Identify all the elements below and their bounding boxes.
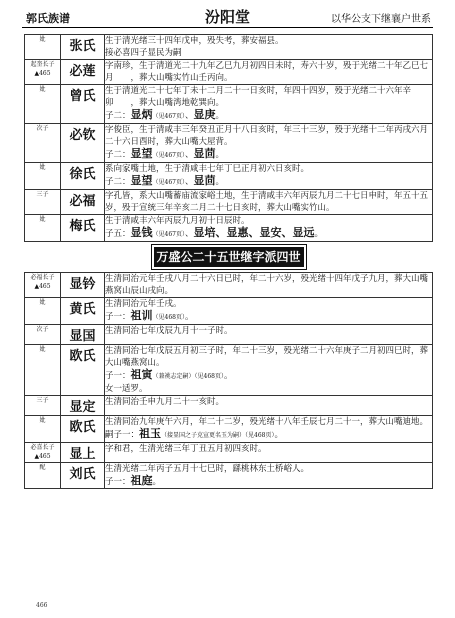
person-name: 显定 [61,396,105,416]
bio-line [105,428,432,442]
bio-line [105,35,432,47]
child-name: 显炳 [130,108,153,121]
person-name: 必福 [61,190,105,215]
person-name: 显钤 [61,273,105,298]
bio-text: 生清同治九年庚午六月，年二十二岁，殁光绪十八年壬辰七月二十一，葬大山嘴迪地。 [105,417,429,427]
table-row [25,85,433,124]
relation-label: 三子 [36,191,49,198]
relation-label: 次子 [36,326,49,333]
bio-line [105,109,432,123]
relation-label: 起奎长子 [30,61,55,68]
relation-cell [25,215,61,242]
relation-cell [25,325,61,345]
bio-text: 生于清咸丰六年丙辰九月初十日辰时。 [105,216,250,226]
child-name: 显茴 [193,147,216,160]
biography-cell [105,345,433,396]
biography-cell [105,190,433,215]
bio-text: 子二： [105,111,131,121]
bio-text: 字南珍，生于清道光二十九年乙巳九月初四日未时，寿六十岁，殁于光绪二十年乙巳七月 ，葬大山嘴实竹山壬丙向。 [105,61,429,83]
table-row [25,163,433,190]
biography-cell [105,85,433,124]
page-ref: （见468页） [152,314,185,321]
relation-label: 妣 [39,216,46,223]
table-row [25,124,433,163]
generation-banner: 万盛公二十五世继字派四世 [152,245,306,269]
relation-cell [25,85,61,124]
person-name: 刘氏 [61,463,105,489]
relation-label: 次子 [36,125,49,132]
page-number: 466 [36,602,48,609]
bio-text: 接必喜四子显民为嗣 [105,48,182,58]
relation-cell [25,396,61,416]
relation-label: 必福长子 [30,274,55,281]
bio-line [105,463,432,475]
bio-line [105,310,432,324]
biography-cell [105,273,433,298]
line-end: 。 [152,477,162,487]
bio-text: 生清同治元年壬戌八月二十六日已时，年二十六岁，殁光绪十四年戊子九月，葬大山嘴燕窝山辰山戌向。 [105,274,429,296]
table-row [25,443,433,463]
biography-cell [105,443,433,463]
table-row [25,273,433,298]
table-row [25,396,433,416]
table-row [25,325,433,345]
bio-text: 生清同治七年戊辰九月十一子时。 [105,326,233,336]
branch-title: 以华公支下继襄户世系 [331,14,431,25]
bio-text: 系向家嘴土地，生于清咸丰七年丁巳正月初六日亥时。 [105,164,310,174]
relation-cell [25,124,61,163]
page-ref: （见467页） [152,152,185,159]
genealogy-table [24,34,433,489]
page-ref: （见467页） [152,231,185,238]
bio-line [105,227,432,241]
bio-text: 字和君，生清光绪三年丁丑五月初四亥时。 [105,444,267,454]
person-name: 欧氏 [61,416,105,443]
biography-cell [105,60,433,85]
bio-text: 子一： [105,312,131,322]
bio-line [105,475,432,488]
person-name: 梅氏 [61,215,105,242]
bio-line [105,273,432,297]
person-name: 必莲 [61,60,105,85]
relation-label: 三子 [36,397,49,404]
relation-cell [25,416,61,443]
biography-cell [105,35,433,60]
line-end: 。 [215,150,224,160]
relation-label: 妣 [39,36,46,43]
person-name: 徐氏 [61,163,105,190]
table-row [25,35,433,60]
person-name: 欧氏 [61,345,105,396]
person-name: 必钦 [61,124,105,163]
book-title: 郭氏族谱 [26,12,70,25]
relation-ref: ▲465 [34,283,51,290]
relation-cell [25,190,61,215]
bio-line [105,190,432,214]
child-name: 祖寅 [130,368,153,381]
person-name: 曾氏 [61,85,105,124]
bio-text: 生于清光绪三十四年戊申，殁失考，葬安福县。 [105,36,284,46]
child-name: 祖训 [130,309,153,322]
bio-text: 生清同治七年戊辰五月初三子时，年二十三岁，殁光绪二十六年庚子二月初四巳时，葬大山嘴燕窝山。 [105,346,429,368]
bio-line [105,396,432,408]
table-row [25,298,433,325]
bio-line [105,85,432,109]
biography-cell [105,416,433,443]
bio-text: 女一适罗。 [105,384,148,394]
relation-cell [25,163,61,190]
child-name: 显钱 [130,226,153,239]
biography-cell [105,124,433,163]
page-ref: （见467页） [152,179,185,186]
bio-line [105,60,432,84]
bio-line [105,345,432,369]
bio-text: 子一： [105,371,131,381]
line-end: 。 [223,371,233,381]
bio-line [105,47,432,59]
table-row [25,190,433,215]
relation-cell [25,443,61,463]
table-row [25,345,433,396]
child-name: 显望 [130,147,153,160]
bio-text: 生于清道光二十七年丁未十二月二十一日亥时，年四十四岁，殁于光绪二十六年辛卯 ，葬大山嘴湾地乾巽向。 [105,86,412,108]
child-name: 显庚 [193,108,216,121]
bio-text: 子二： [105,150,131,160]
page-ref: （兼祧志定嗣）（见468页） [152,373,224,380]
page-ref: （见467页） [152,113,185,120]
bio-text: 子五： [105,229,131,239]
person-name: 显国 [61,325,105,345]
separator: 、 [184,111,194,121]
relation-label: 妣 [39,164,46,171]
child-name: 祖庭 [130,474,153,487]
bio-line [105,298,432,310]
bio-line [105,443,432,455]
bio-text: 子一： [105,477,131,487]
relation-label: 配 [39,464,46,471]
header-rule [22,27,433,28]
bio-text: 子二： [105,177,131,187]
line-end: 。 [184,312,194,322]
relation-ref: ▲465 [34,70,51,77]
separator: 、 [184,229,194,239]
bio-text: 字孔皆，系大山嘴蓄庙流家峪土地，生于清咸丰六年丙辰九月二十七日申时，年五十五岁，殁于宣统三年辛亥二月二十七日亥时，葬大山嘴实竹山。 [105,191,429,213]
child-name: 显望 [130,174,153,187]
bio-line [105,124,432,148]
relation-cell [25,298,61,325]
table-row [25,60,433,85]
child-name: 祖玉 [139,427,162,440]
bio-line [105,163,432,175]
child-name: 显茴 [193,174,216,187]
bio-line [105,175,432,189]
line-end: 。 [215,111,224,121]
bio-line [105,148,432,162]
bio-text: 字俊臣，生于清咸丰三年癸丑正月十八日亥时，年三十三岁，殁于光绪十二年丙戌六月二十六日酉时，葬大山嘴大屋背。 [105,125,429,147]
bio-text: 生清同治元年壬戌。 [105,299,182,309]
relation-cell [25,35,61,60]
relation-label: 妣 [39,346,46,353]
relation-label: 妣 [39,299,46,306]
separator: 、 [184,177,194,187]
biography-cell [105,215,433,242]
biography-cell [105,463,433,489]
bio-line [105,369,432,383]
relation-label: 必喜长子 [30,444,55,451]
relation-label: 妣 [39,417,46,424]
bio-text: 生清同治壬申九月二十一亥时。 [105,397,225,407]
person-name: 显上 [61,443,105,463]
biography-cell [105,325,433,345]
line-end: 。 [314,229,323,239]
table-row [25,215,433,242]
separator: 、 [184,150,194,160]
hall-name: 汾阳堂 [204,8,250,26]
biography-cell [105,396,433,416]
relation-label: 妣 [39,86,46,93]
biography-cell [105,298,433,325]
table-row [25,463,433,489]
relation-cell [25,273,61,298]
relation-cell [25,463,61,489]
relation-cell [25,60,61,85]
person-name: 张氏 [61,35,105,60]
table-row [25,416,433,443]
page-header [22,6,433,26]
relation-cell [25,345,61,396]
bio-text: 嗣子一： [105,430,140,440]
person-name: 黄氏 [61,298,105,325]
line-end: 。 [215,177,224,187]
page-ref: （接显国之子克宣更名玉为嗣）（见468页） [161,432,275,439]
line-end: 。 [274,430,283,440]
bio-text: 生清光绪二年丙子五月十七巳时，繇桃林东土桥峪人。 [105,464,310,474]
bio-line [105,383,432,395]
relation-ref: ▲465 [34,453,51,460]
child-name: 显培、显惠、显安、显远 [193,226,315,239]
biography-cell [105,163,433,190]
bio-line [105,325,432,337]
